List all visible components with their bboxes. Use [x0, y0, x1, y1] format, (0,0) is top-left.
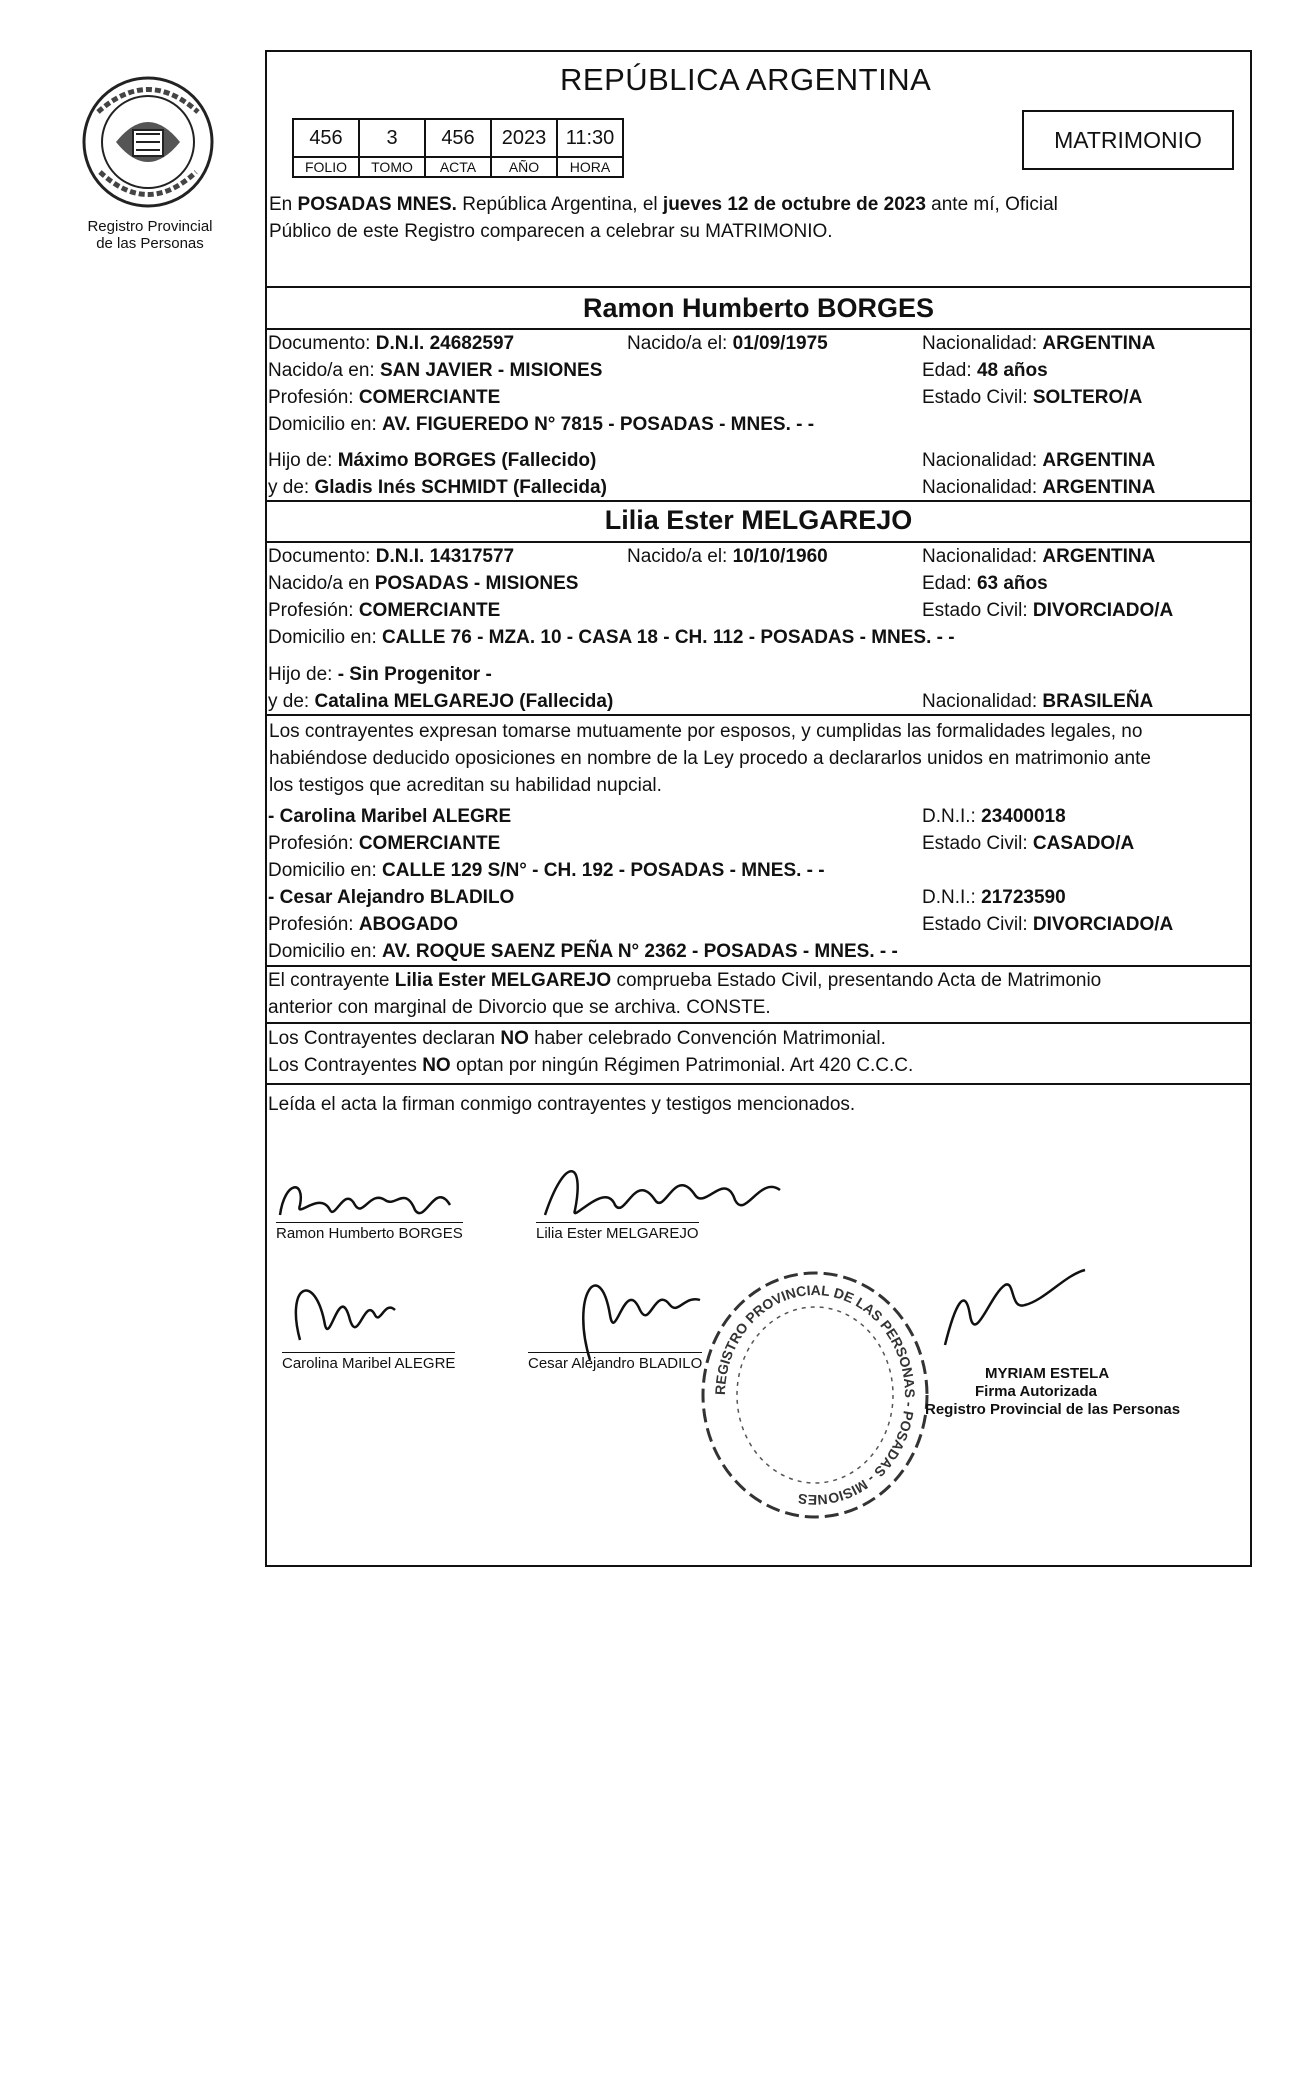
official-signature [935, 1265, 1095, 1360]
bride-father: Hijo de: - Sin Progenitor - [268, 664, 492, 685]
witness1-signature [280, 1265, 440, 1350]
official-stamp [695, 1265, 935, 1525]
bride-document: Documento: D.N.I. 14317577 [268, 546, 515, 567]
groom-nationality: Nacionalidad: ARGENTINA [922, 333, 1156, 354]
tomo-value: 3 [359, 119, 425, 157]
witness1-dni: D.N.I.: 23400018 [922, 806, 1066, 827]
groom-name: Ramon Humberto BORGES [582, 293, 935, 323]
groom-signature-label: Ramon Humberto BORGES [276, 1222, 463, 1242]
official-office: Registro Provincial de las Personas [925, 1401, 1181, 1418]
witness1-civil-status: Estado Civil: CASADO/A [922, 833, 1135, 854]
bride-birthplace: Nacido/a en POSADAS - MISIONES [268, 573, 579, 594]
witness1-address: Domicilio en: CALLE 129 S/N° - CH. 192 - POSADAS - MNES. - - [268, 860, 825, 881]
seal-caption-line2: de las Personas [96, 235, 204, 252]
official-name: MYRIAM ESTELA [985, 1365, 1110, 1382]
ano-value: 2023 [491, 119, 557, 157]
divider [265, 286, 1252, 288]
hora-label: HORA [557, 157, 623, 177]
intro-line-1: En POSADAS MNES. República Argentina, el jueves 12 de octubre de 2023 ante mí, Oficial [269, 194, 1058, 215]
act-metadata-table [292, 118, 624, 178]
witness2-name: - Cesar Alejandro BLADILO [268, 887, 515, 908]
bride-age: Edad: 63 años [922, 573, 1048, 594]
witness2-signature-label: Cesar Alejandro BLADILO [528, 1352, 702, 1372]
bride-name: Lilia Ester MELGAREJO [604, 505, 913, 535]
witness1-name: - Carolina Maribel ALEGRE [268, 806, 512, 827]
bride-address: Domicilio en: CALLE 76 - MZA. 10 - CASA 18 - CH. 112 - POSADAS - MNES. - - [268, 627, 955, 648]
hora-value: 11:30 [557, 119, 623, 157]
groom-age: Edad: 48 años [922, 360, 1048, 381]
groom-civil-status: Estado Civil: SOLTERO/A [922, 387, 1143, 408]
divider [265, 1022, 1252, 1024]
witness2-dni: D.N.I.: 21723590 [922, 887, 1066, 908]
groom-document: Documento: D.N.I. 24682597 [268, 333, 515, 354]
divider [265, 1083, 1252, 1085]
divider [265, 965, 1252, 967]
acta-value: 456 [425, 119, 491, 157]
document-title: REPÚBLICA ARGENTINA [560, 62, 932, 97]
divider [265, 500, 1252, 502]
declaration-paragraph [269, 718, 1249, 799]
seal-caption [70, 218, 230, 252]
civil-status-note-line1: El contrayente Lilia Ester MELGAREJO comprueba Estado Civil, presentando Acta de Matrimonio [268, 970, 1102, 991]
bride-civil-status: Estado Civil: DIVORCIADO/A [922, 600, 1174, 621]
groom-father: Hijo de: Máximo BORGES (Fallecido) [268, 450, 597, 471]
folio-label: FOLIO [293, 157, 359, 177]
declaration-line: Los contrayentes expresan tomarse mutuamente por esposos, y cumplidas las formalidades legales, no [269, 721, 1143, 742]
regime-note: Los Contrayentes NO optan por ningún Régimen Patrimonial. Art 420 C.C.C. [268, 1055, 914, 1076]
divider [265, 328, 1252, 330]
witness2-address: Domicilio en: AV. ROQUE SAENZ PEÑA N° 2362 - POSADAS - MNES. - - [268, 941, 898, 962]
bride-signature-label: Lilia Ester MELGAREJO [536, 1222, 699, 1242]
witness1-profession: Profesión: COMERCIANTE [268, 833, 501, 854]
svg-text:REGISTRO PROVINCIAL DE LAS PER [712, 1282, 918, 1508]
bride-profession: Profesión: COMERCIANTE [268, 600, 501, 621]
bride-nationality: Nacionalidad: ARGENTINA [922, 546, 1156, 567]
groom-profession: Profesión: COMERCIANTE [268, 387, 501, 408]
folio-value: 456 [293, 119, 359, 157]
groom-mother-nationality: Nacionalidad: ARGENTINA [922, 477, 1156, 498]
bride-mother: y de: Catalina MELGAREJO (Fallecida) [268, 691, 614, 712]
closing-text: Leída el acta la firman conmigo contrayentes y testigos mencionados. [268, 1094, 856, 1115]
witness2-profession: Profesión: ABOGADO [268, 914, 459, 935]
intro-line-2: Público de este Registro comparecen a celebrar su MATRIMONIO. [269, 221, 833, 242]
declaration-line: habiéndose deducido oposiciones en nombre de la Ley procedo a declararlos unidos en matrimonio ante [269, 748, 1151, 769]
groom-birthplace: Nacido/a en: SAN JAVIER - MISIONES [268, 360, 603, 381]
bride-mother-nationality: Nacionalidad: BRASILEÑA [922, 691, 1154, 712]
declaration-line: los testigos que acreditan su habilidad nupcial. [269, 775, 662, 796]
groom-birthdate: Nacido/a el: 01/09/1975 [627, 333, 828, 354]
bride-birthdate: Nacido/a el: 10/10/1960 [627, 546, 828, 567]
witness1-signature-label: Carolina Maribel ALEGRE [282, 1352, 455, 1372]
stamp-text: REGISTRO PROVINCIAL DE LAS PERSONAS - POSADAS - MISIONES [711, 1281, 919, 1509]
civil-status-note-line2: anterior con marginal de Divorcio que se archiva. CONSTE. [268, 997, 771, 1018]
official-title: Firma Autorizada [975, 1383, 1097, 1400]
groom-mother: y de: Gladis Inés SCHMIDT (Fallecida) [268, 477, 607, 498]
divider [265, 541, 1252, 543]
acta-label: ACTA [425, 157, 491, 177]
act-type-label: MATRIMONIO [1054, 126, 1202, 153]
act-type-box [1022, 110, 1234, 170]
ano-label: AÑO [491, 157, 557, 177]
divider [265, 714, 1252, 716]
convention-note: Los Contrayentes declaran NO haber celebrado Convención Matrimonial. [268, 1028, 886, 1049]
registry-seal [78, 72, 218, 212]
tomo-label: TOMO [359, 157, 425, 177]
witness2-civil-status: Estado Civil: DIVORCIADO/A [922, 914, 1174, 935]
groom-address: Domicilio en: AV. FIGUEREDO N° 7815 - POSADAS - MNES. - - [268, 414, 815, 435]
seal-caption-line1: Registro Provincial [87, 218, 213, 235]
groom-father-nationality: Nacionalidad: ARGENTINA [922, 450, 1156, 471]
